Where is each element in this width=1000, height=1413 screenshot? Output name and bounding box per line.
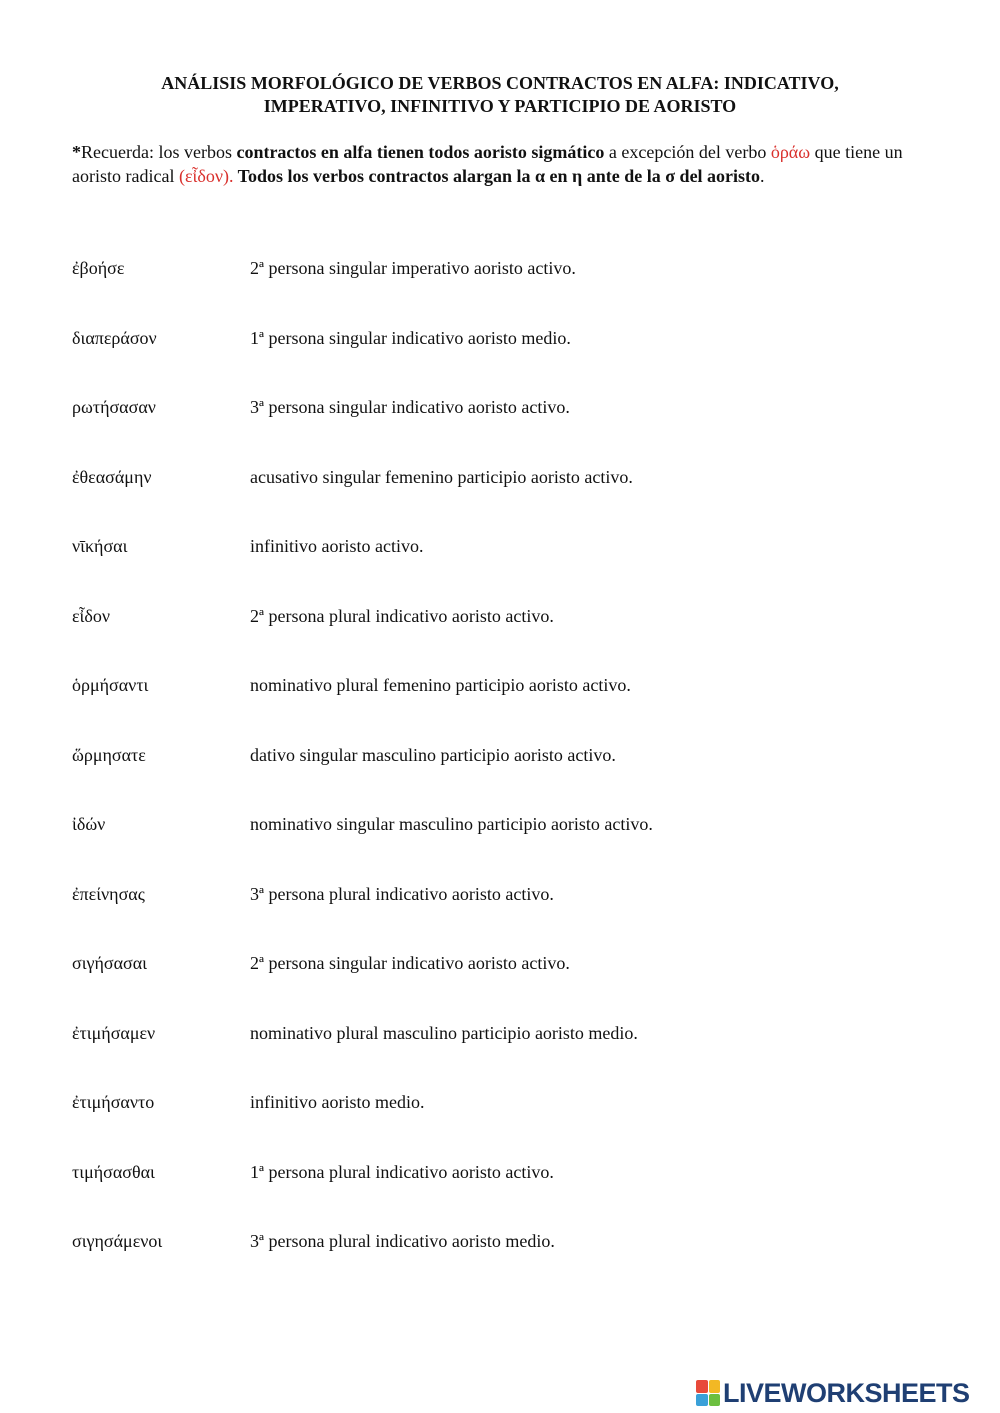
greek-verb-form[interactable]: σιγησάμενοι [72, 1231, 163, 1251]
list-item [72, 743, 932, 813]
reminder-note [72, 141, 932, 188]
list-item [72, 1160, 932, 1230]
note-text-4: . [760, 165, 765, 186]
note-star: * [72, 142, 81, 162]
list-item [72, 395, 932, 465]
greek-verb-form[interactable]: ἐτιμήσαμεν [72, 1022, 156, 1043]
list-item [72, 673, 932, 743]
greek-verb-form[interactable]: σιγήσασαι [72, 953, 148, 973]
morphological-analysis[interactable]: infinitivo aoristo activo. [250, 536, 424, 556]
liveworksheets-mark-icon [696, 1380, 720, 1406]
note-text-2: a excepción del verbo [604, 142, 771, 162]
morphological-analysis[interactable]: nominativo singular masculino participio aoristo activo. [250, 814, 653, 834]
list-item [72, 604, 932, 674]
greek-verb-form[interactable]: ἐτιμήσαντο [72, 1092, 155, 1112]
note-text-3: que tiene un aoristo radical [72, 142, 903, 186]
list-item [72, 1229, 932, 1299]
morphological-analysis[interactable]: 3ª persona plural indicativo aoristo medio. [250, 1231, 555, 1251]
list-item [72, 951, 932, 1021]
greek-verb-form[interactable]: τιμήσασθαι [72, 1161, 155, 1182]
note-red-verb: ὁράω [770, 142, 811, 162]
mark-square-e [709, 1394, 721, 1407]
list-item [72, 812, 932, 882]
list-item [72, 256, 932, 326]
note-bold-2: Todos los verbos contractos alargan la α en η ante de la σ del aoristo [233, 165, 761, 186]
liveworksheets-logo [696, 1378, 970, 1408]
greek-verb-form[interactable]: ἰδών [72, 814, 106, 834]
brand-name: LIVEWORKSHEETS [723, 1377, 970, 1408]
note-text-1: Recuerda: los verbos [81, 142, 237, 162]
greek-verb-form[interactable]: ἐβοήσε [72, 258, 125, 278]
morphological-analysis[interactable]: 3ª persona singular indicativo aoristo activo. [250, 397, 570, 417]
list-item [72, 882, 932, 952]
matching-list [72, 256, 932, 1299]
list-item [72, 1021, 932, 1091]
morphological-analysis[interactable]: acusativo singular femenino participio aoristo activo. [250, 466, 633, 487]
note-bold-1: contractos en alfa tienen todos aoristo sigmático [236, 142, 605, 162]
page-title-line-1: ANÁLISIS MORFOLÓGICO DE VERBOS CONTRACTOS EN ALFA: INDICATIVO, [161, 73, 839, 93]
page-title-line-2: IMPERATIVO, INFINITIVO Y PARTICIPIO DE AORISTO [263, 96, 737, 116]
mark-square-l [696, 1380, 708, 1393]
mark-square-i [709, 1380, 721, 1393]
morphological-analysis[interactable]: infinitivo aoristo medio. [250, 1092, 425, 1112]
morphological-analysis[interactable]: 2ª persona plural indicativo aoristo activo. [250, 605, 554, 626]
note-red-aorist: (εἶδον). [178, 165, 234, 186]
list-item [72, 326, 932, 396]
morphological-analysis[interactable]: 1ª persona singular indicativo aoristo medio. [250, 327, 571, 348]
morphological-analysis[interactable]: 3ª persona plural indicativo aoristo activo. [250, 883, 554, 904]
morphological-analysis[interactable]: 1ª persona plural indicativo aoristo activo. [250, 1161, 554, 1182]
list-item [72, 534, 932, 604]
greek-verb-form[interactable]: εἶδον [72, 605, 111, 626]
greek-verb-form[interactable]: ὥρμησατε [72, 744, 146, 765]
list-item [72, 465, 932, 535]
mark-square-v [696, 1394, 708, 1407]
morphological-analysis[interactable]: 2ª persona singular indicativo aoristo activo. [250, 953, 570, 973]
greek-verb-form[interactable]: ἐπείνησας [72, 883, 145, 904]
greek-verb-form[interactable]: νῑκήσαι [72, 536, 128, 556]
greek-verb-form[interactable]: ἐθεασάμην [72, 466, 152, 487]
greek-verb-form[interactable]: ρωτήσασαν [72, 397, 156, 417]
list-item [72, 1090, 932, 1160]
morphological-analysis[interactable]: dativo singular masculino participio aoristo activo. [250, 744, 616, 765]
greek-verb-form[interactable]: ὁρμήσαντι [72, 675, 149, 695]
morphological-analysis[interactable]: nominativo plural masculino participio aoristo medio. [250, 1022, 638, 1043]
morphological-analysis[interactable]: nominativo plural femenino participio aoristo activo. [250, 675, 631, 695]
greek-verb-form[interactable]: διαπεράσον [72, 327, 157, 348]
morphological-analysis[interactable]: 2ª persona singular imperativo aoristo activo. [250, 258, 576, 278]
page-title [72, 72, 928, 118]
